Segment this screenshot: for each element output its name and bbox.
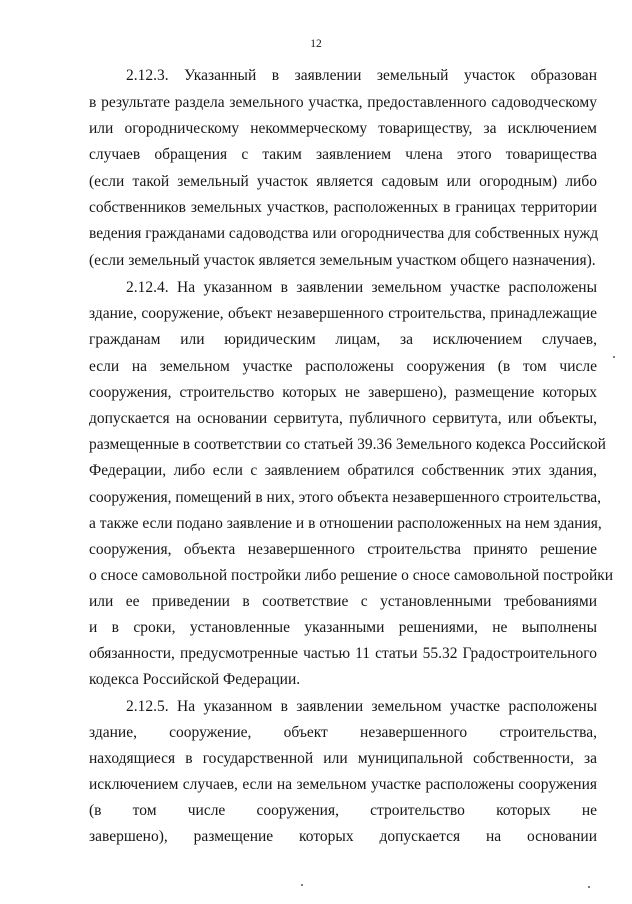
text-line: о сносе самовольной постройки либо решение о сносе самовольной постройки bbox=[89, 567, 614, 584]
text-line: или ее приведении в соответствие с установленными требованиями bbox=[89, 593, 597, 610]
text-line: и в сроки, установленные указанными решениями, не выполнены bbox=[89, 619, 597, 636]
text-line: сооружения, строительство которых не завершено), размещение которых bbox=[89, 384, 597, 401]
text-line: находящиеся в государственной или муниципальной собственности, за bbox=[89, 750, 597, 767]
text-line: сооружения, объекта незавершенного строительства принято решение bbox=[89, 541, 597, 558]
text-line: 2.12.3. Указанный в заявлении земельный участок образован bbox=[126, 67, 597, 84]
text-line: здание, сооружение, объект незавершенного строительства, bbox=[89, 724, 597, 741]
scan-speck bbox=[588, 886, 590, 888]
scan-speck bbox=[613, 356, 615, 358]
text-line: допускается на основании сервитута, публичного сервитута, или объекты, bbox=[89, 410, 597, 427]
text-line: 2.12.4. На указанном в заявлении земельном участке расположены bbox=[126, 279, 597, 296]
page-number: 12 bbox=[310, 38, 322, 50]
text-line: 2.12.5. На указанном в заявлении земельном участке расположены bbox=[126, 698, 597, 715]
text-line: размещенные в соответствии со статьей 39.36 Земельного кодекса Российской bbox=[89, 436, 606, 453]
text-line: гражданам или юридическим лицам, за исключением случаев, bbox=[89, 331, 597, 348]
text-line: собственников земельных участков, расположенных в границах территории bbox=[89, 199, 597, 216]
text-line: (в том числе сооружения, строительство которых не bbox=[89, 802, 597, 819]
text-line: если на земельном участке расположены сооружения (в том числе bbox=[89, 358, 597, 375]
text-line: кодекса Российской Федерации. bbox=[89, 671, 301, 688]
text-line: здание, сооружение, объект незавершенного строительства, принадлежащие bbox=[89, 305, 597, 322]
text-line: в результате раздела земельного участка, предоставленного садоводческому bbox=[89, 94, 597, 111]
text-line: (если такой земельный участок является садовым или огородным) либо bbox=[89, 173, 597, 190]
text-line: случаев обращения с таким заявлением члена этого товарищества bbox=[89, 146, 597, 163]
text-line: завершено), размещение которых допускается на основании bbox=[89, 828, 597, 845]
text-line: (если земельный участок является земельным участком общего назначения). bbox=[89, 252, 596, 269]
text-line: а также если подано заявление и в отношении расположенных на нем здания, bbox=[89, 515, 602, 532]
text-line: Федерации, либо если с заявлением обратился собственник этих здания, bbox=[89, 462, 597, 479]
text-line: исключением случаев, если на земельном участке расположены сооружения bbox=[89, 776, 597, 793]
scan-speck bbox=[301, 884, 303, 886]
text-line: или огородническому некоммерческому товариществу, за исключением bbox=[89, 120, 597, 137]
text-line: сооружения, помещений в них, этого объекта незавершенного строительства, bbox=[89, 489, 601, 506]
text-line: обязанности, предусмотренные частью 11 статьи 55.32 Градостроительного bbox=[89, 645, 597, 662]
text-line: ведения гражданами садоводства или огородничества для собственных нужд bbox=[89, 225, 599, 242]
